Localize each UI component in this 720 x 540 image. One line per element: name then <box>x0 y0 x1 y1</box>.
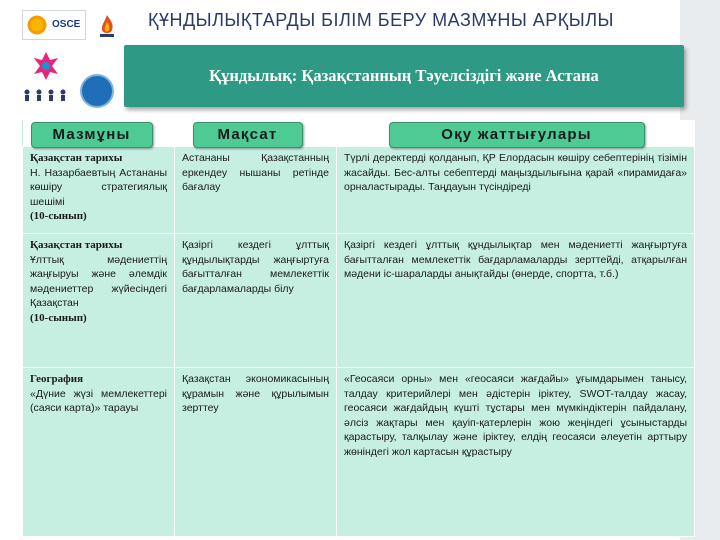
table-row <box>23 368 695 537</box>
values-table <box>22 120 694 516</box>
grade-label: (10-сынып) <box>30 311 87 324</box>
subject-label: Қазақстан тарихы <box>30 152 123 164</box>
topic-text: «Дүние жүзі мемлекеттері (саяси карта)» тарауы <box>30 387 167 414</box>
content-cell <box>23 368 175 537</box>
goal-cell: Астананы Қазақстанның еркендеу нышаны ретінде бағалау <box>175 147 337 234</box>
column-header-content: Мазмұны <box>31 122 153 148</box>
osce-logo <box>22 10 86 40</box>
flame-emblem-icon <box>92 12 122 42</box>
slide-title: Құндылық: Қазақстанның Тәуелсіздігі және Астана <box>209 66 599 85</box>
outcome-cell: Қазіргі кездегі ұлттық құндылықтар мен мәдениетті жаңғыртуға бағытталған мемлекеттік бағдарламаларды зерттейді, атқарылған мәдени іс-шараларды анықтайды (өнерде, спортта, т.б.) <box>337 234 695 368</box>
slide-title-box <box>124 45 684 107</box>
content-table <box>22 120 695 537</box>
osce-logo-text: OSCE <box>52 19 81 30</box>
subject-label: Қазақстан тарихы <box>30 239 123 251</box>
content-cell <box>23 147 175 234</box>
subject-label: География <box>30 373 84 385</box>
osce-sun-logo-icon <box>26 14 48 36</box>
content-cell <box>23 234 175 368</box>
topic-text: Ұлттық мәдениеттің жаңғыруы және әлемдік мәдениеттер жүйесіндегі Қазақстан <box>30 253 167 309</box>
grade-label: (10-сынып) <box>30 210 87 222</box>
globe-emblem-icon <box>80 74 114 108</box>
figures-logo-icon <box>22 88 78 102</box>
column-header-goal: Мақсат <box>193 122 303 148</box>
outcome-cell: Түрлі деректерді қолданып, ҚР Елордасын көшіру себептерінің тізімін жасайды. Бес-алты себептерді маңыздылығына қарай «пирамидаға» орналастырады. Таңдауын түсіндіреді <box>337 147 695 234</box>
table-row <box>23 234 695 368</box>
topic-text: Н. Назарбаевтың Астананы көшіру стратегиялық шешімі <box>30 166 167 208</box>
table-row <box>23 147 695 234</box>
goal-cell: Қазақстан экономикасының құрамын және құрылымын зерттеу <box>175 368 337 537</box>
goal-cell: Қазіргі кездегі ұлттық құндылықтарды жаңғыртуға бағытталған мемлекеттік бағдарламаларды білу <box>175 234 337 368</box>
astana-expo-logo-icon <box>26 48 66 84</box>
header-title: ҚҰНДЫЛЫҚТАРДЫ БІЛІМ БЕРУ МАЗМҰНЫ АРҚЫЛЫ <box>148 10 614 30</box>
header-row <box>23 120 695 147</box>
outcome-cell: «Геосаяси орны» мен «геосаяси жағдайы» ұғымдарымен танысу, талдау критерийлері мен әдістерін іріктеу, SWOT-талдау жасау, геосаяси жағдайдың күшті тұстары мен мүмкіндіктерін пайдалану, әлсіз жақтары мен қауіп-қатерлерін жою жеңіндегі ұсыныстарды қарастыру, талқылау және іріктеу, елдің геосаяси әлеуетін арттыру жөніндегі жол картасын құрастыру <box>337 368 695 537</box>
column-header-outcomes: Оқу жаттығулары <box>389 122 645 148</box>
